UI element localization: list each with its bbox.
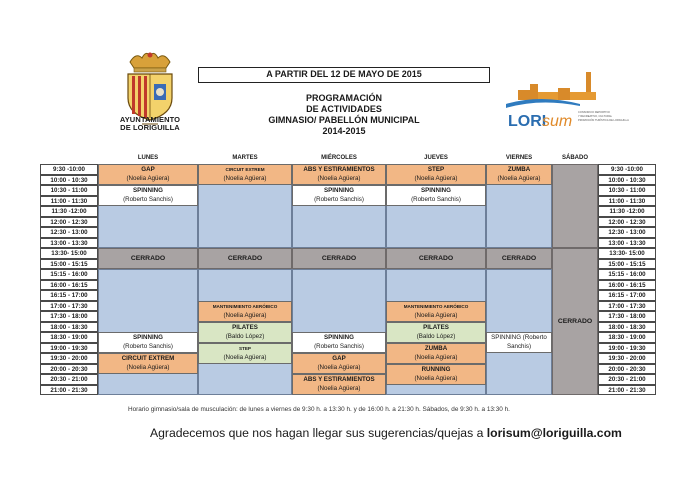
activity-name: ABS Y ESTIRAMIENTOS (303, 166, 375, 173)
time-slot-right: 11:00 - 11:30 (598, 196, 656, 207)
title-line-1: PROGRAMACIÓN (306, 93, 382, 103)
gym-hours-note: Horario gimnasio/sala de musculación: de lunes a viernes de 9:30 h. a 13:30 h. y de 16:00 h. a 21:30 h. Sábados, de 9:30 h. a 13:30 h. (128, 406, 510, 413)
activity-block[interactable] (386, 301, 486, 322)
logo-text-lori: LORI (508, 113, 547, 130)
time-slot-left: 9:30 -10:00 (40, 164, 98, 175)
skyline-icon (518, 72, 596, 100)
day-header: MIÉRCOLES (321, 155, 357, 161)
activity-name: MANTENIMIENTO AERÓBICO (212, 303, 278, 309)
time-slot-right: 16:15 - 17:00 (598, 290, 656, 301)
activity-name: ZUMBA (507, 166, 531, 173)
activity-block[interactable] (98, 332, 198, 353)
activity-instructor: (Noelia Agüera) (414, 374, 458, 382)
time-slot-right: 17:00 - 17:30 (598, 301, 656, 312)
time-slot-right: 15:00 - 15:15 (598, 259, 656, 270)
closed-midday: CERRADO (386, 248, 486, 269)
time-slot-right: 20:00 - 20:30 (598, 364, 656, 375)
activity-instructor: (Roberto Sanchis) (123, 196, 173, 204)
wave-icon (506, 99, 580, 108)
activity-instructor: (Noelia Agüera) (223, 353, 267, 361)
activity-name: CIRCUIT EXTREM (225, 167, 265, 172)
activity-block[interactable] (198, 164, 292, 185)
time-slot-right: 18:30 - 19:00 (598, 332, 656, 343)
effective-date-banner: A PARTIR DEL 12 DE MAYO DE 2015 (198, 67, 490, 83)
activity-block[interactable] (198, 322, 292, 343)
activity-instructor: (Noelia Agüera) (126, 175, 170, 183)
activity-name: PILATES (423, 323, 449, 331)
feedback-footer (150, 426, 650, 440)
activity-instructor: Sanchis) (506, 343, 532, 351)
activity-instructor: (Roberto Sanchis) (314, 343, 364, 351)
day-header: LUNES (137, 155, 159, 161)
municipality-name (102, 116, 198, 132)
time-slot-left: 13:30- 15:00 (40, 248, 98, 259)
time-slot-left: 10:00 - 10:30 (40, 175, 98, 186)
time-slot-left: 19:00 - 19:30 (40, 343, 98, 354)
time-slot-right: 16:00 - 16:15 (598, 280, 656, 291)
activity-instructor: (Baldo López) (416, 332, 456, 340)
activity-block[interactable] (292, 353, 386, 374)
time-slot-right: 20:30 - 21:00 (598, 374, 656, 385)
time-slot-left: 16:15 - 17:00 (40, 290, 98, 301)
time-slot-left: 20:00 - 20:30 (40, 364, 98, 375)
title-line-4: 2014-2015 (322, 126, 366, 136)
activity-name: GAP (141, 166, 155, 173)
closed-midday: CERRADO (486, 248, 552, 269)
time-slot-right: 19:30 - 20:00 (598, 353, 656, 364)
activity-name: SPINNING (133, 334, 163, 341)
day-header: SÁBADO (561, 155, 588, 161)
time-slot-left: 18:30 - 19:00 (40, 332, 98, 343)
activity-instructor: (Noelia Agüera) (223, 311, 267, 319)
time-slot-left: 19:30 - 20:00 (40, 353, 98, 364)
closed-midday: CERRADO (98, 248, 198, 269)
activity-block[interactable] (486, 332, 552, 353)
activity-block[interactable] (198, 343, 292, 364)
logo-fine-print-3: PROMOCIÓN TURÍSTICA DE LORIGUILLA (578, 119, 629, 122)
feedback-email[interactable]: lorisum@loriguilla.com (486, 426, 622, 440)
activity-instructor: (Noelia Agüera) (497, 175, 541, 183)
day-header: VIERNES (505, 155, 533, 161)
time-slot-left: 20:30 - 21:00 (40, 374, 98, 385)
activity-name: RUNNING (421, 365, 451, 373)
time-slot-right: 11:30 -12:00 (598, 206, 656, 217)
time-slot-right: 10:00 - 10:30 (598, 175, 656, 186)
activity-name: GAP (332, 355, 346, 362)
time-slot-left: 15:00 - 15:15 (40, 259, 98, 270)
activity-block[interactable] (386, 185, 486, 206)
time-slot-left: 17:00 - 17:30 (40, 301, 98, 312)
activity-block[interactable] (98, 164, 198, 185)
activity-name: SPINNING (133, 187, 163, 194)
programme-title (232, 93, 456, 137)
logo-fine-print-1: CONSORCIO DEPORTIVO (578, 111, 610, 114)
activity-block[interactable] (386, 343, 486, 364)
time-slot-left: 12:00 - 12:30 (40, 217, 98, 228)
time-slot-left: 13:00 - 13:30 (40, 238, 98, 249)
time-slot-left: 12:30 - 13:00 (40, 227, 98, 238)
activity-instructor: (Noelia Agüera) (126, 364, 170, 372)
activity-block[interactable] (386, 322, 486, 343)
activity-name: STEP (427, 166, 445, 173)
activity-block[interactable] (292, 332, 386, 353)
activity-name: STEP (239, 345, 251, 351)
activity-block[interactable] (386, 364, 486, 385)
time-slot-right: 17:30 - 18:00 (598, 311, 656, 322)
time-slot-left: 18:00 - 18:30 (40, 322, 98, 333)
activity-instructor: (Roberto Sanchis) (314, 196, 364, 204)
activity-block[interactable] (292, 374, 386, 395)
activity-block[interactable] (486, 164, 552, 185)
activity-instructor: (Noelia Agüera) (414, 311, 458, 319)
activity-instructor: (Baldo López) (225, 332, 265, 340)
feedback-text: Agradecemos que nos hagan llegar sus sugerencias/quejas a (150, 426, 484, 440)
time-slot-left: 11:00 - 11:30 (40, 196, 98, 207)
activity-block[interactable] (292, 185, 386, 206)
time-slot-right: 13:00 - 13:30 (598, 238, 656, 249)
time-slot-left: 16:00 - 16:15 (40, 280, 98, 291)
activity-block[interactable] (198, 301, 292, 322)
activity-name: CIRCUIT EXTREM (121, 355, 175, 362)
activity-name: SPINNING (324, 334, 354, 341)
lorisum-logo (500, 70, 629, 132)
activity-instructor: (Noelia Agüera) (414, 175, 458, 183)
time-slot-right: 19:00 - 19:30 (598, 343, 656, 354)
time-slot-right: 12:00 - 12:30 (598, 217, 656, 228)
day-header: JUEVES (424, 155, 448, 161)
activity-instructor: (Noelia Agüera) (414, 353, 458, 361)
logo-text-sum: sum (542, 113, 573, 130)
time-slot-right: 13:30- 15:00 (598, 248, 656, 259)
time-slot-right: 18:00 - 18:30 (598, 322, 656, 333)
activity-name: SPINNING (421, 187, 451, 194)
time-slot-right: 12:30 - 13:00 (598, 227, 656, 238)
title-line-2: DE ACTIVIDADES (306, 104, 382, 114)
activity-block[interactable] (98, 185, 198, 206)
activity-block[interactable] (386, 164, 486, 185)
closed-midday: CERRADO (292, 248, 386, 269)
time-slot-left: 10:30 - 11:00 (40, 185, 98, 196)
time-slot-right: 9:30 -10:00 (598, 164, 656, 175)
saturday-open-slot (552, 164, 598, 248)
title-line-3: GIMNASIO/ PABELLÓN MUNICIPAL (268, 115, 420, 125)
time-slot-left: 15:15 - 16:00 (40, 269, 98, 280)
municipality-line-1: AYUNTAMIENTO (119, 115, 181, 124)
activity-name: SPINNING (324, 187, 354, 194)
activity-name: ABS Y ESTIRAMIENTOS (303, 376, 375, 383)
activity-instructor: (Noelia Agüera) (317, 175, 361, 183)
activity-block[interactable] (98, 353, 198, 374)
activity-instructor: (Roberto Sanchis) (411, 196, 461, 204)
activity-instructor: (Noelia Agüera) (317, 385, 361, 393)
day-header: MARTES (232, 155, 258, 161)
activity-name: ZUMBA (424, 344, 448, 352)
time-slot-left: 21:00 - 21:30 (40, 385, 98, 396)
time-slot-left: 11:30 -12:00 (40, 206, 98, 217)
activity-instructor: (Roberto Sanchis) (123, 343, 173, 351)
time-slot-right: 10:30 - 11:00 (598, 185, 656, 196)
activity-instructor: (Noelia Agüera) (223, 175, 267, 183)
closed-midday: CERRADO (198, 248, 292, 269)
activity-name: SPINNING (Roberto (491, 334, 547, 341)
activity-block[interactable] (292, 164, 386, 185)
logo-fine-print-2: Y RECREATIVO, CULTURAL (578, 115, 613, 118)
time-slot-left: 17:30 - 18:00 (40, 311, 98, 322)
municipality-line-2: DE LORIGUILLA (120, 123, 180, 132)
activity-instructor: (Noelia Agüera) (317, 364, 361, 372)
time-slot-right: 15:15 - 16:00 (598, 269, 656, 280)
activity-name: MANTENIMIENTO AERÓBICO (403, 303, 469, 309)
saturday-closed: CERRADO (552, 248, 598, 395)
time-slot-right: 21:00 - 21:30 (598, 385, 656, 396)
activity-name: PILATES (232, 323, 258, 331)
